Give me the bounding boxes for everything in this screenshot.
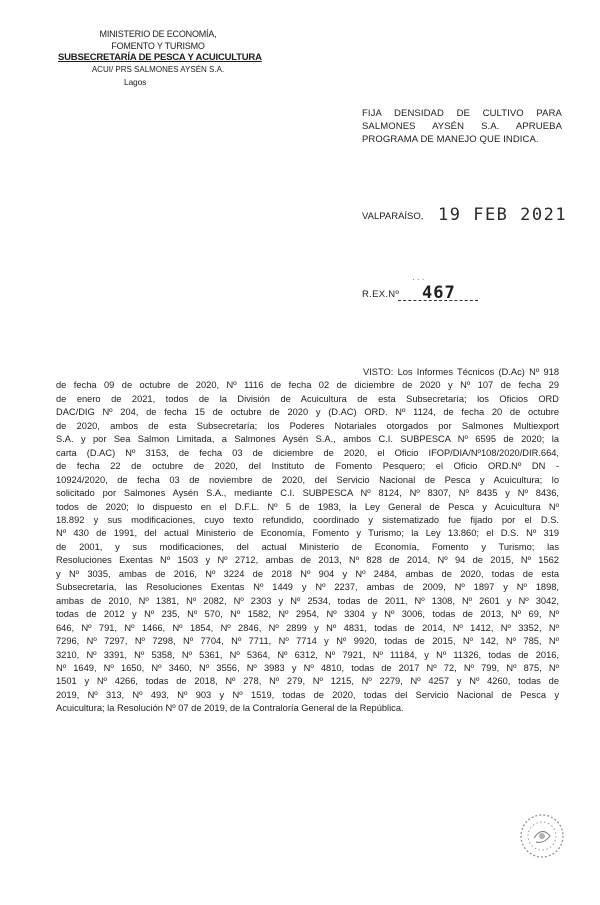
- resolution-number: 467: [422, 283, 456, 303]
- letterhead-city: Lagos: [124, 77, 147, 87]
- subject-line: FIJA DENSIDAD DE CULTIVO PARA: [362, 108, 562, 119]
- subject-line: SALMONES AYSÉN S.A. APRUEBA: [362, 121, 562, 132]
- body-line: de fecha 22 de octubre de 2020, del Instituto de Fomento Pesquero; el Oficio ORD.Nº DN -: [56, 461, 559, 472]
- body-line: y Nº 3035, ambas de 2016, Nº 3224 de 2018 Nº 904 y Nº 2484, ambas de 2020, todas de esta: [56, 568, 559, 579]
- stamp-mark: · · ·: [412, 275, 425, 284]
- body-line: 1501 y Nº 4266, todas de 2018, Nº 278, Nº 279, Nº 1215, Nº 2279, Nº 4257 y Nº 4260, todas de: [56, 676, 559, 687]
- body-line: Nº 430 de 1991, del actual Ministerio de Economía, Fomento y Turismo; la Ley 13.860; el D.S. Nº 319: [56, 528, 559, 539]
- body-line: de 2020, ambos de esta Subsecretaría; los Poderes Notariales otorgados por Salmones Multiexport: [56, 420, 559, 431]
- body-line: carta (D.AC) Nº 3153, de fecha 03 de diciembre de 2020, el Oficio IFOP/DIA/Nº108/2020/DIR.664,: [56, 447, 559, 458]
- body-line: solicitado por Salmones Aysén S.A., mediante C.I. SUBPESCA Nº 8124, Nº 8307, Nº 8435 y Nº 8436,: [56, 488, 559, 499]
- body-line: 2019, Nº 313, Nº 493, Nº 903 y Nº 1519, todas de 2020, todas del Servicio Nacional de Pesca y: [56, 689, 559, 700]
- body-line: Nº 1649, Nº 1650, Nº 3460, Nº 3556, Nº 3983 y Nº 4810, todas de 2017 Nº 72, Nº 799, Nº 875, Nº: [56, 662, 559, 673]
- ministry-name-2: FOMENTO Y TURISMO: [111, 41, 205, 51]
- dateline-city: VALPARAÍSO,: [362, 211, 424, 222]
- visto-paragraph: [56, 366, 559, 716]
- body-line: de fecha 09 de octubre de 2020, Nº 1116 de fecha 02 de diciembre de 2020 y Nº 107 de fecha 29: [56, 380, 559, 391]
- body-line: 10924/2020, de fecha 03 de noviembre de 2020, del Servicio Nacional de Pesca y Acuicultura; lo: [56, 474, 559, 485]
- date-stamp: 19 FEB 2021: [438, 205, 568, 225]
- body-line: todas de 2012 y Nº 235, Nº 570, Nº 1582, Nº 2954, Nº 3304 y Nº 3006, todas de 2013, Nº 69, Nº: [56, 609, 559, 620]
- body-line: Subsecretaría, las Resoluciones Exentas Nº 1449 y Nº 2237, ambas de 2009, Nº 1897 y Nº 1898,: [56, 582, 559, 593]
- body-line: VISTO: Los Informes Técnicos (D.Ac) Nº 918: [363, 367, 559, 377]
- resolution-number-block: [362, 275, 522, 303]
- resolution-label: R.EX.Nº: [362, 289, 400, 300]
- dateline: [362, 205, 582, 227]
- subject-line: PROGRAMA DE MANEJO QUE INDICA.: [362, 134, 539, 145]
- body-line: ambas de 2010, Nº 1381, Nº 2082, Nº 2303 y Nº 2534, todas de 2011, Nº 1308, Nº 2601 y Nº 3042,: [56, 595, 559, 606]
- letterhead: [58, 28, 262, 88]
- resolution-subject: [362, 107, 562, 146]
- body-line: 18.892 y sus modificaciones, cuyo texto refundido, coordinado y sistematizado fue fijado por el D.S.: [56, 514, 559, 525]
- body-line: 3210, Nº 3391, Nº 5358, Nº 5361, Nº 5364, Nº 6312, Nº 7921, Nº 11184, y Nº 11326, todas de 2016,: [56, 649, 559, 660]
- office-reference: ACUI/ PRS SALMONES AYSÉN S.A.: [91, 65, 225, 74]
- body-line: DAC/DIG Nº 204, de fecha 15 de octubre de 2020 y (D.AC) ORD. Nº 1124, de fecha 20 de octubre: [56, 407, 559, 418]
- body-line: de enero de 2021, todos de la División de Acuicultura de esta Subsecretaría; los Oficios ORD: [56, 393, 559, 404]
- body-line: Resoluciones Exentas Nº 1503 y Nº 2712, ambas de 2013, Nº 828 de 2014, Nº 94 de 2015, Nº 1562: [56, 555, 559, 566]
- body-line: 7296, Nº 7297, Nº 7298, Nº 7704, Nº 7711, Nº 7714 y Nº 9920, todas de 2015, Nº 142, Nº 785, Nº: [56, 636, 559, 647]
- body-line: Acuicultura; la Resolución Nº 07 de 2019, de la Contraloría General de la República.: [56, 703, 404, 714]
- body-line: de 2001, y sus modificaciones, del actual Ministerio de Economía, Fomento y Turismo; las: [56, 541, 559, 552]
- body-line: todos de 2020; lo dispuesto en el D.F.L. Nº 5 de 1983, la Ley General de Pesca y Acuicultura Nº: [56, 501, 559, 512]
- body-line: 646, Nº 791, Nº 1466, Nº 1854, Nº 2846, Nº 2899 y Nº 4831, todas de 2014, Nº 1412, Nº 3352, Nº: [56, 622, 559, 633]
- undersecretariat-name: SUBSECRETARÍA DE PESCA Y ACUICULTURA: [58, 52, 262, 63]
- body-line: S.A. y por Sea Salmon Limitada, a Salmones Aysén S.A., ambos C.I. SUBPESCA Nº 6595 de 2020; la: [56, 434, 559, 445]
- ministry-name: MINISTERIO DE ECONOMÍA,: [99, 29, 217, 39]
- official-seal-icon: [518, 812, 566, 860]
